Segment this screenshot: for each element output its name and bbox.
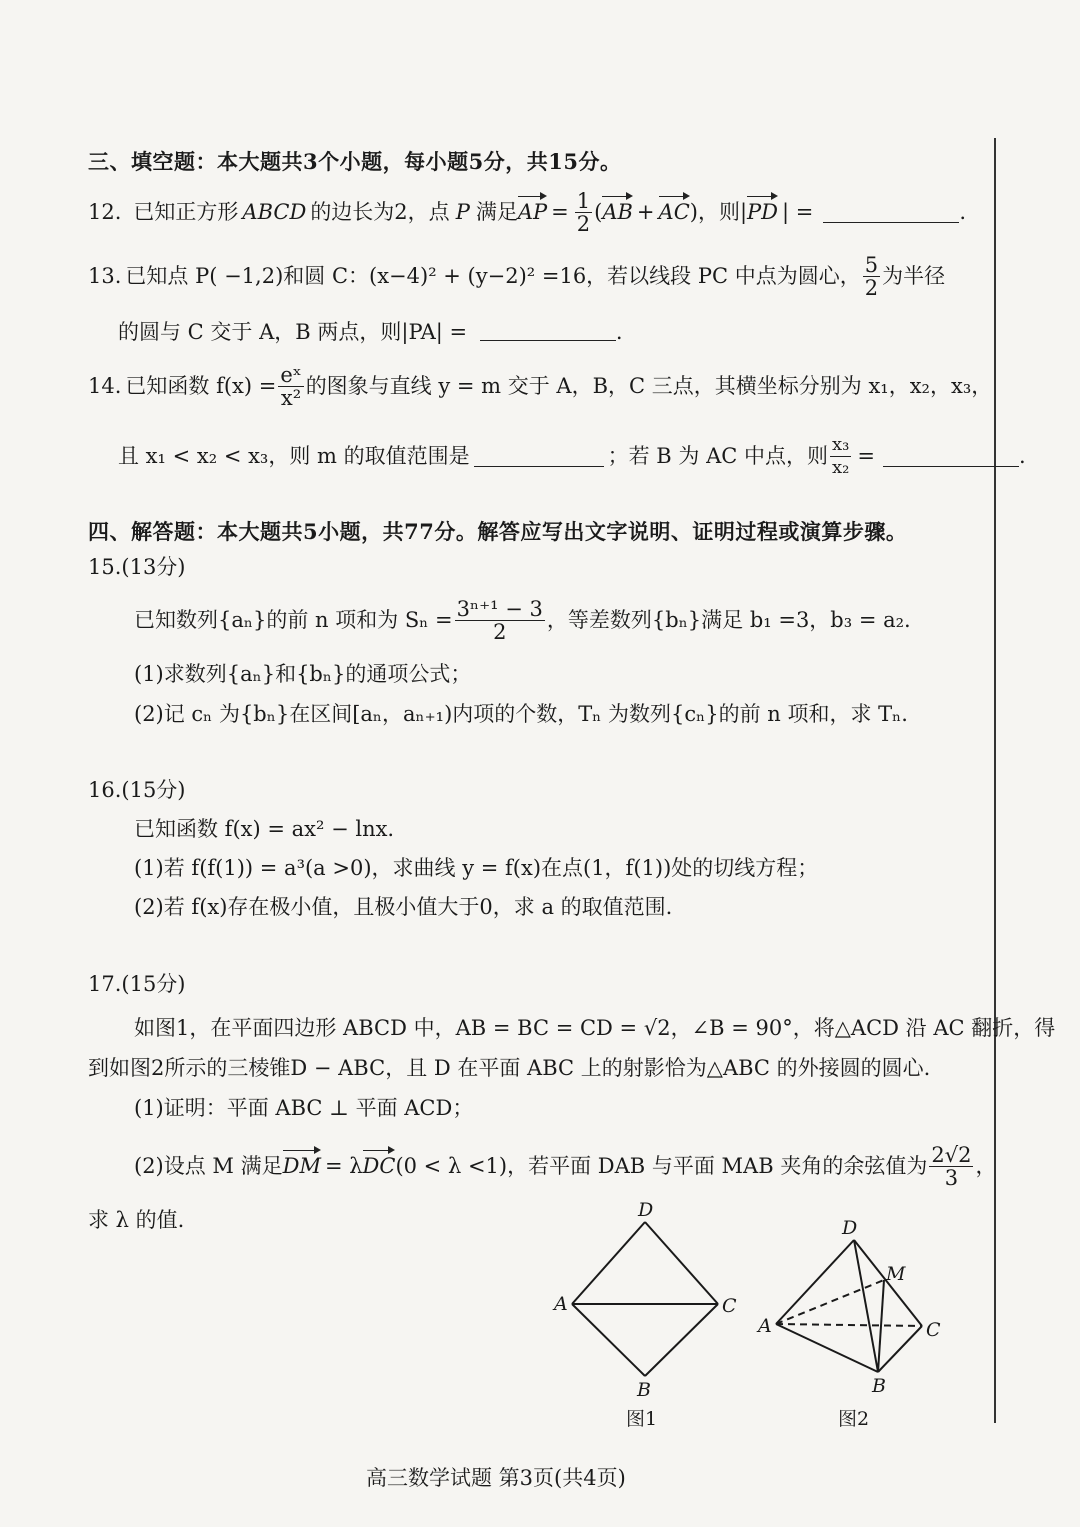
q12-tail: | = xyxy=(782,200,814,224)
fig2-label-m: M xyxy=(886,1263,906,1285)
q15-sn-numerator: 3ⁿ⁺¹ − 3 xyxy=(456,596,543,621)
section4-heading: 四、解答题：本大题共5小题，共77分。解答应写出文字说明、证明过程或演算步骤。 xyxy=(88,519,908,544)
q15-stem-a: 已知数列{aₙ}的前 n 项和为 Sₙ = xyxy=(134,608,453,632)
q13-fraction-numerator: 5 xyxy=(864,252,879,277)
question-13-line1 xyxy=(88,250,945,302)
figure-2-caption: 图2 xyxy=(838,1408,870,1430)
edge-ac-hidden xyxy=(776,1324,922,1326)
q13-fraction-denominator: 2 xyxy=(864,275,879,300)
fig2-label-a: A xyxy=(758,1315,772,1337)
edge-bc xyxy=(645,1304,718,1376)
vector-pd: PD xyxy=(747,200,779,224)
question-14-line2 xyxy=(118,430,1026,482)
question-13-line2 xyxy=(118,318,623,346)
vector-ac: AC xyxy=(658,200,690,224)
q17-stem-line2: 到如图2所示的三棱锥D − ABC，且 D 在平面 ABC 上的射影恰为△ABC 的外接圆的圆心. xyxy=(88,1056,931,1080)
q15-stem xyxy=(134,592,911,648)
q15-part2: (2)记 cₙ 为{bₙ}在区间[aₙ，aₙ₊₁)内项的个数，Tₙ 为数列{cₙ}的前 n 项和，求 Tₙ. xyxy=(134,702,908,726)
q14-fraction xyxy=(278,364,303,409)
q12-half-fraction xyxy=(575,190,592,235)
q12-lead: 已知正方形 xyxy=(133,200,239,224)
q12-plus: + xyxy=(636,200,655,224)
page-footer: 高三数学试题 第3页(共4页) xyxy=(366,1466,626,1490)
figure-1-caption: 图1 xyxy=(626,1408,658,1430)
fig1-label-c: C xyxy=(722,1295,737,1317)
q12-half-denominator: 2 xyxy=(576,211,591,236)
q14-ratio-numerator: x₃ xyxy=(832,433,850,455)
question-14-line1 xyxy=(88,358,992,414)
edge-dc xyxy=(645,1222,718,1304)
q14-line2-c: = xyxy=(857,444,875,468)
fig2-label-d: D xyxy=(842,1217,858,1239)
fig2-label-b: B xyxy=(872,1375,886,1397)
q14-ratio-fraction xyxy=(830,434,851,479)
edge-bc xyxy=(878,1326,922,1372)
fig1-label-d: D xyxy=(638,1199,654,1221)
q14-line2-a: 且 x₁ < x₂ < x₃，则 m 的取值范围是 xyxy=(118,444,470,468)
q17-cos-fraction xyxy=(929,1144,973,1189)
figure-2 xyxy=(750,1210,960,1436)
vector-ab: AB xyxy=(602,200,633,224)
q14-fraction-numerator: eˣ xyxy=(280,362,302,387)
q15-sn-fraction xyxy=(455,598,545,643)
q14-number: 14. xyxy=(88,374,122,398)
q13-line1-tail: 为半径 xyxy=(882,264,946,288)
q16-stem: 已知函数 f(x) = ax² − lnx. xyxy=(134,817,395,841)
figure-1-edges xyxy=(572,1222,718,1376)
q12-answer-blank[interactable] xyxy=(823,202,959,223)
q15-part1: (1)求数列{aₙ}和{bₙ}的通项公式； xyxy=(134,662,472,686)
vector-dc: DC xyxy=(362,1154,396,1178)
edge-db xyxy=(854,1240,878,1372)
q15-stem-b: ，等差数列{bₙ}满足 b₁ =3，b₃ = a₂. xyxy=(546,608,911,632)
q14-end: . xyxy=(1018,444,1026,468)
q13-number: 13. xyxy=(88,264,122,288)
q13-answer-blank[interactable] xyxy=(480,320,616,341)
q12-mid2: 满足 xyxy=(475,200,518,224)
q14-ratio-denominator: x₂ xyxy=(832,456,850,478)
q17-cos-denominator: 3 xyxy=(944,1165,959,1190)
q12-abcd: ABCD xyxy=(242,200,307,224)
edge-da xyxy=(572,1222,645,1304)
q14-line1-tail: 的图象与直线 y = m 交于 A，B，C 三点，其横坐标分别为 x₁，x₂，x₃， xyxy=(305,374,993,398)
q12-number: 12. xyxy=(88,200,122,224)
q14-lead: 已知函数 f(x) = xyxy=(125,374,277,398)
q14-answer-blank-2[interactable] xyxy=(883,446,1019,467)
q16-part1: (1)若 f(f(1)) = a³(a >0)，求曲线 y = f(x)在点(1，f(1))处的切线方程； xyxy=(134,856,819,880)
q17-part3: 求 λ 的值. xyxy=(88,1208,185,1232)
figure-2-edges xyxy=(776,1240,922,1372)
q17-part2-b: = λ xyxy=(324,1154,363,1178)
q17-part1: (1)证明：平面 ABC ⊥ 平面 ACD； xyxy=(134,1096,474,1120)
q16-part2: (2)若 f(x)存在极小值，且极小值大于0，求 a 的取值范围. xyxy=(134,895,673,919)
q14-answer-blank-1[interactable] xyxy=(474,446,604,467)
section3-heading: 三、填空题：本大题共3个小题，每小题5分，共15分。 xyxy=(88,149,622,174)
q14-fraction-denominator: x² xyxy=(280,385,302,410)
q17-part2-end: ， xyxy=(975,1154,997,1178)
q13-end: . xyxy=(615,320,623,344)
q16-header: 16.(15分) xyxy=(88,778,186,802)
q12-paren-open: ( xyxy=(594,200,603,224)
q17-cos-numerator: 2√2 xyxy=(931,1142,972,1167)
q12-paren-close: )，则| xyxy=(689,200,748,224)
q17-part2 xyxy=(134,1138,996,1194)
q13-line2: 的圆与 C 交于 A，B 两点，则|PA| = xyxy=(118,320,468,344)
q12-eq: = xyxy=(551,200,569,224)
q17-stem-line1: 如图1，在平面四边形 ABCD 中，AB = BC = CD = √2，∠B = 90°，将△ACD 沿 AC 翻折，得 xyxy=(134,1016,1056,1040)
q14-line2-b: ；若 B 为 AC 中点，则 xyxy=(607,444,828,468)
q12-p: P xyxy=(455,200,470,224)
q13-fraction xyxy=(863,254,880,299)
q12-half-numerator: 1 xyxy=(576,188,591,213)
edge-da xyxy=(776,1240,854,1324)
vector-ap: AP xyxy=(517,200,548,224)
q12-mid1: 的边长为2，点 xyxy=(310,200,450,224)
question-12 xyxy=(88,186,966,238)
vector-dm: DM xyxy=(282,1154,321,1178)
figure-1 xyxy=(540,1196,750,1436)
edge-ab xyxy=(776,1324,878,1372)
q17-header: 17.(15分) xyxy=(88,972,186,996)
q12-end: . xyxy=(959,200,967,224)
edge-ab xyxy=(572,1304,645,1376)
fig2-label-c: C xyxy=(926,1319,941,1341)
q13-line1: 已知点 P( −1,2)和圆 C：(x−4)² + (y−2)² =16，若以线段 PC 中点为圆心， xyxy=(125,264,861,288)
fig1-label-b: B xyxy=(637,1379,651,1401)
fig1-label-a: A xyxy=(554,1293,568,1315)
q17-part2-c: (0 < λ <1)，若平面 DAB 与平面 MAB 夹角的余弦值为 xyxy=(395,1154,928,1178)
q15-sn-denominator: 2 xyxy=(493,619,507,644)
q15-header: 15.(13分) xyxy=(88,555,186,579)
q17-part2-a: (2)设点 M 满足 xyxy=(134,1154,283,1178)
right-margin-rule xyxy=(994,138,996,1423)
